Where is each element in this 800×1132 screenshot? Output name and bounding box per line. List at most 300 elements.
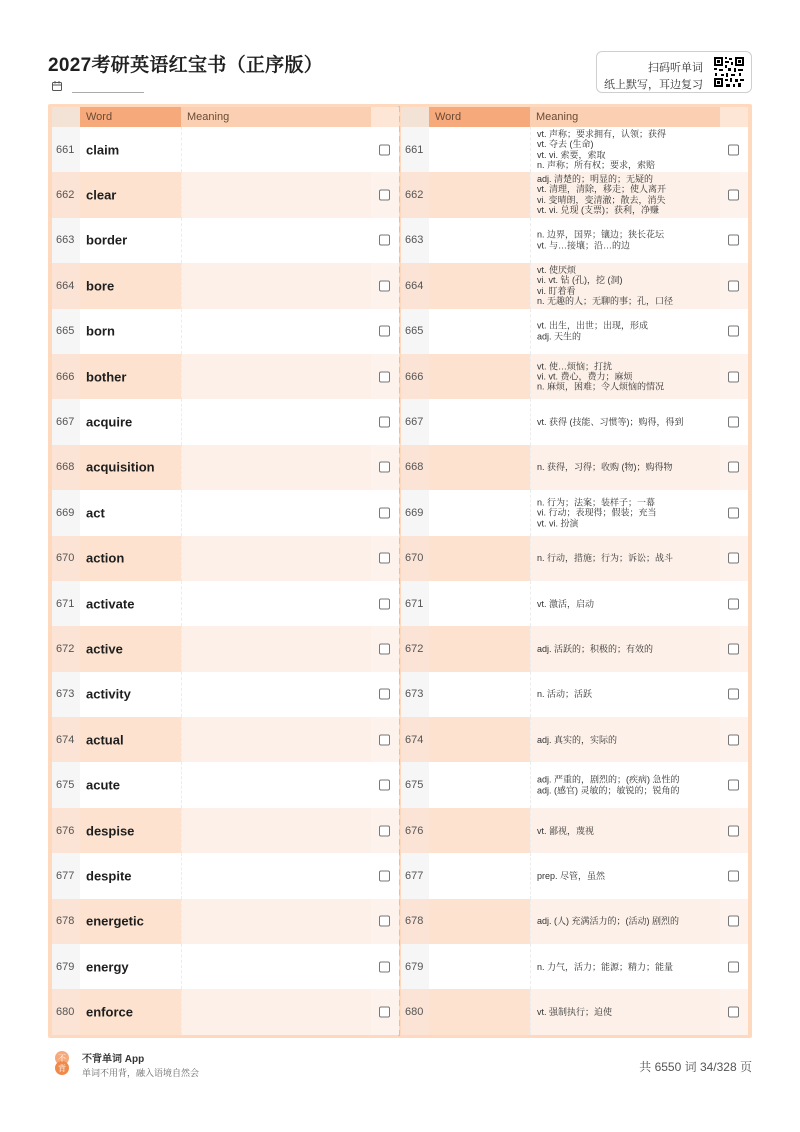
word-cell[interactable]: [429, 127, 530, 172]
right-meaning-list: [401, 127, 748, 1035]
header-check-cell: [371, 107, 399, 127]
word-cell[interactable]: [429, 944, 530, 989]
checkbox-cell: [720, 581, 748, 626]
checkbox-icon[interactable]: [728, 689, 739, 700]
row-number: 668: [405, 461, 424, 474]
checkbox-cell: [720, 899, 748, 944]
meaning-cell[interactable]: [181, 672, 371, 717]
row-number-cell: [401, 626, 429, 671]
meaning-cell: [530, 172, 720, 217]
meaning-line: n. 行为；法案；装样子；一幕: [537, 497, 656, 508]
meaning-cell: [530, 354, 720, 399]
word-cell[interactable]: [429, 853, 530, 898]
word-cell[interactable]: [429, 581, 530, 626]
meaning-cell: [530, 127, 720, 172]
table-row: [401, 581, 748, 626]
table-row: [52, 445, 399, 490]
checkbox-cell: [720, 309, 748, 354]
row-number-cell: [401, 899, 429, 944]
word-cell[interactable]: [429, 989, 530, 1034]
table-row: [52, 309, 399, 354]
table-row: [401, 445, 748, 490]
word-cell[interactable]: [429, 218, 530, 263]
checkbox-cell: [720, 808, 748, 853]
row-number-cell: [401, 127, 429, 172]
checkbox-cell: [371, 445, 399, 490]
row-number-cell: [401, 172, 429, 217]
table-row: [401, 218, 748, 263]
meaning-cell: [530, 989, 720, 1034]
meaning-line: vt. 清理，清除，移走；使人离开: [537, 184, 667, 195]
table-row: [52, 127, 399, 172]
word-text: despite: [86, 868, 132, 884]
row-number: 676: [56, 824, 75, 837]
meaning-cell: [530, 581, 720, 626]
meaning-column-label: Meaning: [536, 111, 579, 123]
checkbox-icon[interactable]: [379, 553, 390, 564]
header-meaning-cell: [181, 107, 371, 127]
row-number: 673: [56, 688, 75, 701]
checkbox-cell: [371, 989, 399, 1034]
row-number: 664: [405, 279, 424, 292]
checkbox-icon[interactable]: [379, 144, 390, 155]
meaning-text: [537, 361, 716, 392]
checkbox-icon[interactable]: [379, 961, 390, 972]
row-number-cell: [401, 808, 429, 853]
meaning-cell[interactable]: [181, 808, 371, 853]
checkbox-icon[interactable]: [728, 780, 739, 791]
row-number-cell: [401, 581, 429, 626]
row-number: 676: [405, 824, 424, 837]
row-number-cell: [52, 672, 80, 717]
app-name: 不背单词 App: [82, 1054, 145, 1065]
table-row: [401, 853, 748, 898]
row-number: 663: [405, 234, 424, 247]
meaning-line: adj. 真实的，实际的: [537, 734, 618, 745]
checkbox-cell: [371, 944, 399, 989]
checkbox-icon[interactable]: [728, 643, 739, 654]
table-row: [401, 989, 748, 1034]
row-number-cell: [52, 808, 80, 853]
word-cell[interactable]: [429, 490, 530, 535]
checkbox-icon[interactable]: [728, 1007, 739, 1018]
page-counter: 共 6550 词 34/328 页: [639, 1060, 752, 1074]
left-panel: [52, 107, 399, 1035]
table-row: [52, 354, 399, 399]
meaning-line: vt. vi. 索要，索取: [537, 149, 606, 160]
checkbox-icon[interactable]: [728, 144, 739, 155]
page-title: 2027考研英语红宝书（正序版）: [48, 55, 324, 76]
checkbox-icon[interactable]: [379, 1007, 390, 1018]
checkbox-icon[interactable]: [379, 462, 390, 473]
scan-text-line2: 纸上默写，耳边复习: [604, 79, 703, 91]
meaning-line: n. 活动；活跃: [537, 689, 593, 700]
word-cell[interactable]: [429, 399, 530, 444]
table-row: [401, 536, 748, 581]
meaning-text: [537, 871, 716, 881]
logo-char-top: 不: [58, 1054, 66, 1063]
checkbox-icon[interactable]: [728, 598, 739, 609]
meaning-cell[interactable]: [181, 399, 371, 444]
checkbox-icon[interactable]: [728, 417, 739, 428]
row-number-cell: [52, 626, 80, 671]
meaning-text: [537, 644, 716, 654]
checkbox-icon[interactable]: [379, 916, 390, 927]
row-number: 675: [56, 779, 75, 792]
table-row: [401, 127, 748, 172]
word-cell: [80, 263, 181, 308]
meaning-cell[interactable]: [181, 127, 371, 172]
checkbox-icon[interactable]: [379, 689, 390, 700]
checkbox-icon[interactable]: [379, 326, 390, 337]
checkbox-icon[interactable]: [728, 553, 739, 564]
row-number-cell: [401, 762, 429, 807]
word-cell[interactable]: [429, 717, 530, 762]
table-row: [52, 626, 399, 671]
table-row: [52, 717, 399, 762]
checkbox-icon[interactable]: [728, 462, 739, 473]
word-cell[interactable]: [429, 762, 530, 807]
checkbox-icon[interactable]: [728, 916, 739, 927]
table-row: [401, 354, 748, 399]
table-row: [401, 944, 748, 989]
row-number: 680: [405, 1006, 424, 1019]
checkbox-icon[interactable]: [379, 870, 390, 881]
table-row: [401, 490, 748, 535]
meaning-cell[interactable]: [181, 536, 371, 581]
meaning-cell[interactable]: [181, 944, 371, 989]
word-cell: [80, 490, 181, 535]
checkbox-icon[interactable]: [728, 825, 739, 836]
word-cell: [80, 717, 181, 762]
row-number-cell: [401, 399, 429, 444]
meaning-line: vt. 出生，出世；出现，形成: [537, 320, 649, 331]
meaning-cell: [530, 536, 720, 581]
table-row: [401, 626, 748, 671]
meaning-cell[interactable]: [181, 445, 371, 490]
row-number: 670: [405, 552, 424, 565]
checkbox-icon[interactable]: [728, 507, 739, 518]
checkbox-cell: [371, 536, 399, 581]
row-number-cell: [52, 354, 80, 399]
checkbox-cell: [720, 218, 748, 263]
checkbox-icon[interactable]: [379, 235, 390, 246]
table-row: [52, 490, 399, 535]
checkbox-cell: [371, 808, 399, 853]
meaning-line: adj. (人) 充满活力的；(活动) 剧烈的: [537, 916, 680, 927]
checkbox-cell: [720, 762, 748, 807]
row-number-cell: [52, 218, 80, 263]
word-text: action: [86, 550, 125, 566]
row-number-cell: [52, 989, 80, 1034]
meaning-line: vt. 鄙视，蔑视: [537, 825, 595, 836]
row-number: 671: [405, 597, 424, 610]
word-text: bother: [86, 369, 127, 385]
row-number: 665: [56, 325, 75, 338]
table-row: [52, 853, 399, 898]
checkbox-icon[interactable]: [379, 643, 390, 654]
table-row: [52, 944, 399, 989]
checkbox-icon[interactable]: [728, 961, 739, 972]
checkbox-icon[interactable]: [728, 371, 739, 382]
meaning-cell: [530, 626, 720, 671]
checkbox-cell: [371, 172, 399, 217]
meaning-text: [537, 553, 716, 563]
word-cell[interactable]: [429, 309, 530, 354]
checkbox-icon[interactable]: [379, 734, 390, 745]
word-text: act: [86, 505, 105, 521]
meaning-line: adj. (感官) 灵敏的；敏锐的；锐角的: [537, 785, 680, 796]
checkbox-cell: [371, 309, 399, 354]
row-number-cell: [401, 853, 429, 898]
word-text: despise: [86, 823, 135, 839]
checkbox-cell: [371, 127, 399, 172]
table-row: [52, 808, 399, 853]
row-number-cell: [52, 717, 80, 762]
row-number-cell: [52, 445, 80, 490]
meaning-cell[interactable]: [181, 581, 371, 626]
left-word-list: [52, 127, 399, 1035]
meaning-cell[interactable]: [181, 989, 371, 1034]
row-number-cell: [52, 899, 80, 944]
meaning-cell: [530, 717, 720, 762]
table-row: [401, 808, 748, 853]
row-number-cell: [52, 309, 80, 354]
row-number: 662: [405, 189, 424, 202]
table-row: [401, 399, 748, 444]
meaning-cell[interactable]: [181, 899, 371, 944]
meaning-cell: [530, 218, 720, 263]
meaning-text: [537, 735, 716, 745]
word-cell: [80, 672, 181, 717]
meaning-line: adj. 活跃的；积极的；有效的: [537, 643, 654, 654]
meaning-text: [537, 321, 716, 342]
checkbox-icon[interactable]: [728, 235, 739, 246]
word-text: born: [86, 323, 115, 339]
meaning-line: n. 获得，习得；收购 (物)；购得物: [537, 462, 673, 473]
row-number-cell: [52, 581, 80, 626]
word-cell: [80, 445, 181, 490]
checkbox-icon[interactable]: [379, 598, 390, 609]
meaning-line: prep. 尽管，虽然: [537, 870, 606, 881]
app-tagline: 单词不用背，融入语境自然会: [82, 1068, 200, 1078]
meaning-text: [537, 265, 716, 307]
table-row: [52, 989, 399, 1034]
meaning-line: n. 行动，措施；行为；诉讼；战斗: [537, 553, 674, 563]
word-cell: [80, 899, 181, 944]
word-text: bore: [86, 278, 115, 294]
row-number: 673: [405, 688, 424, 701]
checkbox-cell: [371, 626, 399, 671]
row-number: 677: [405, 869, 424, 882]
word-cell: [80, 309, 181, 354]
meaning-line: n. 无趣的人；无聊的事；孔，口径: [537, 296, 674, 307]
row-number: 664: [56, 279, 75, 292]
row-number: 661: [56, 143, 75, 156]
meaning-line: n. 力气，活力；能源；精力；能量: [537, 961, 674, 972]
word-text: acquire: [86, 414, 133, 430]
meaning-line: vt. 声称；要求拥有，认领；获得: [537, 128, 667, 139]
checkbox-icon[interactable]: [728, 870, 739, 881]
meaning-cell: [530, 263, 720, 308]
word-cell[interactable]: [429, 899, 530, 944]
word-cell: [80, 581, 181, 626]
meaning-line: vt. 夺去 (生命): [537, 139, 594, 150]
right-header: [401, 107, 748, 127]
row-number: 667: [56, 416, 75, 429]
meaning-cell: [530, 808, 720, 853]
word-cell[interactable]: [429, 808, 530, 853]
word-cell[interactable]: [429, 172, 530, 217]
header-check-cell: [720, 107, 748, 127]
checkbox-icon[interactable]: [728, 326, 739, 337]
meaning-cell[interactable]: [181, 172, 371, 217]
header-num-cell: [52, 107, 80, 127]
app-logo-icon: [53, 1051, 71, 1075]
meaning-line: n. 边界，国界；镶边；狭长花坛: [537, 230, 665, 241]
word-text: claim: [86, 142, 120, 158]
word-text: energetic: [86, 913, 144, 929]
header-num-cell: [401, 107, 429, 127]
checkbox-icon[interactable]: [379, 371, 390, 382]
qr-code-icon[interactable]: [713, 56, 745, 88]
checkbox-icon[interactable]: [379, 417, 390, 428]
meaning-cell: [530, 762, 720, 807]
row-number-cell: [52, 536, 80, 581]
meaning-line: vi. 盯着看: [537, 285, 576, 296]
checkbox-cell: [720, 172, 748, 217]
row-number-cell: [52, 762, 80, 807]
meaning-cell: [530, 944, 720, 989]
meaning-cell[interactable]: [181, 263, 371, 308]
row-number-cell: [52, 399, 80, 444]
word-cell[interactable]: [429, 672, 530, 717]
table-row: [52, 218, 399, 263]
word-text: energy: [86, 959, 129, 975]
checkbox-cell: [371, 263, 399, 308]
word-cell: [80, 536, 181, 581]
left-header: [52, 107, 399, 127]
meaning-cell[interactable]: [181, 354, 371, 399]
checkbox-cell: [720, 263, 748, 308]
word-cell[interactable]: [429, 354, 530, 399]
checkbox-cell: [371, 717, 399, 762]
meaning-line: vi. vt. 钻 (孔)，挖 (洞): [537, 275, 623, 286]
row-number-cell: [52, 127, 80, 172]
row-number: 674: [56, 733, 75, 746]
checkbox-icon[interactable]: [379, 825, 390, 836]
row-number: 665: [405, 325, 424, 338]
checkbox-icon[interactable]: [728, 190, 739, 201]
word-cell[interactable]: [429, 263, 530, 308]
row-number-cell: [52, 944, 80, 989]
meaning-text: [537, 417, 716, 427]
table-row: [401, 717, 748, 762]
word-cell[interactable]: [429, 626, 530, 671]
meaning-line: n. 声称；所有权；要求，索赔: [537, 160, 656, 171]
meaning-cell: [530, 853, 720, 898]
row-number: 678: [405, 915, 424, 928]
meaning-cell: [530, 445, 720, 490]
row-number-cell: [401, 218, 429, 263]
meaning-text: [537, 497, 716, 528]
meaning-line: adj. 清楚的；明显的；无疑的: [537, 174, 654, 185]
word-cell: [80, 989, 181, 1034]
table-row: [52, 672, 399, 717]
checkbox-icon[interactable]: [379, 507, 390, 518]
word-text: actual: [86, 732, 124, 748]
meaning-cell[interactable]: [181, 490, 371, 535]
word-cell: [80, 399, 181, 444]
table-row: [401, 309, 748, 354]
checkbox-icon[interactable]: [728, 734, 739, 745]
checkbox-cell: [720, 989, 748, 1034]
word-column-label: Word: [435, 111, 462, 123]
checkbox-icon[interactable]: [379, 190, 390, 201]
checkbox-cell: [720, 536, 748, 581]
table-row: [52, 762, 399, 807]
word-text: activity: [86, 686, 131, 702]
meaning-line: vi. 行动；表现得；假装；充当: [537, 507, 657, 518]
date-input-line[interactable]: [72, 92, 144, 93]
header-word-cell: [80, 107, 181, 127]
checkbox-cell: [371, 672, 399, 717]
meaning-cell[interactable]: [181, 309, 371, 354]
checkbox-icon[interactable]: [728, 280, 739, 291]
row-number: 678: [56, 915, 75, 928]
meaning-cell[interactable]: [181, 626, 371, 671]
scan-panel: [596, 51, 752, 93]
logo-char-bottom: 背: [58, 1064, 66, 1073]
row-number: 672: [405, 642, 424, 655]
meaning-text: [537, 689, 716, 699]
checkbox-icon[interactable]: [379, 280, 390, 291]
checkbox-icon[interactable]: [379, 780, 390, 791]
word-cell: [80, 626, 181, 671]
meaning-text: [537, 916, 716, 926]
word-sheet: [48, 104, 752, 1038]
calendar-icon: [52, 81, 62, 91]
meaning-line: vt. 强制执行；迫使: [537, 1006, 613, 1017]
meaning-line: adj. 严重的，剧烈的；(疾病) 急性的: [537, 774, 680, 785]
meaning-cell[interactable]: [181, 762, 371, 807]
meaning-line: vt. 使厌烦: [537, 265, 577, 276]
table-row: [52, 172, 399, 217]
row-number-cell: [401, 354, 429, 399]
meaning-line: adj. 天生的: [537, 331, 582, 342]
checkbox-cell: [371, 853, 399, 898]
row-number: 671: [56, 597, 75, 610]
row-number: 679: [56, 960, 75, 973]
checkbox-cell: [371, 218, 399, 263]
word-cell: [80, 218, 181, 263]
meaning-cell: [530, 490, 720, 535]
meaning-cell[interactable]: [181, 717, 371, 762]
checkbox-cell: [371, 490, 399, 535]
row-number-cell: [52, 172, 80, 217]
word-text: enforce: [86, 1004, 133, 1020]
word-cell[interactable]: [429, 445, 530, 490]
checkbox-cell: [720, 127, 748, 172]
word-cell[interactable]: [429, 536, 530, 581]
checkbox-cell: [371, 762, 399, 807]
checkbox-cell: [371, 581, 399, 626]
meaning-cell[interactable]: [181, 853, 371, 898]
meaning-text: [537, 174, 716, 216]
checkbox-cell: [720, 672, 748, 717]
meaning-cell[interactable]: [181, 218, 371, 263]
row-number-cell: [401, 445, 429, 490]
